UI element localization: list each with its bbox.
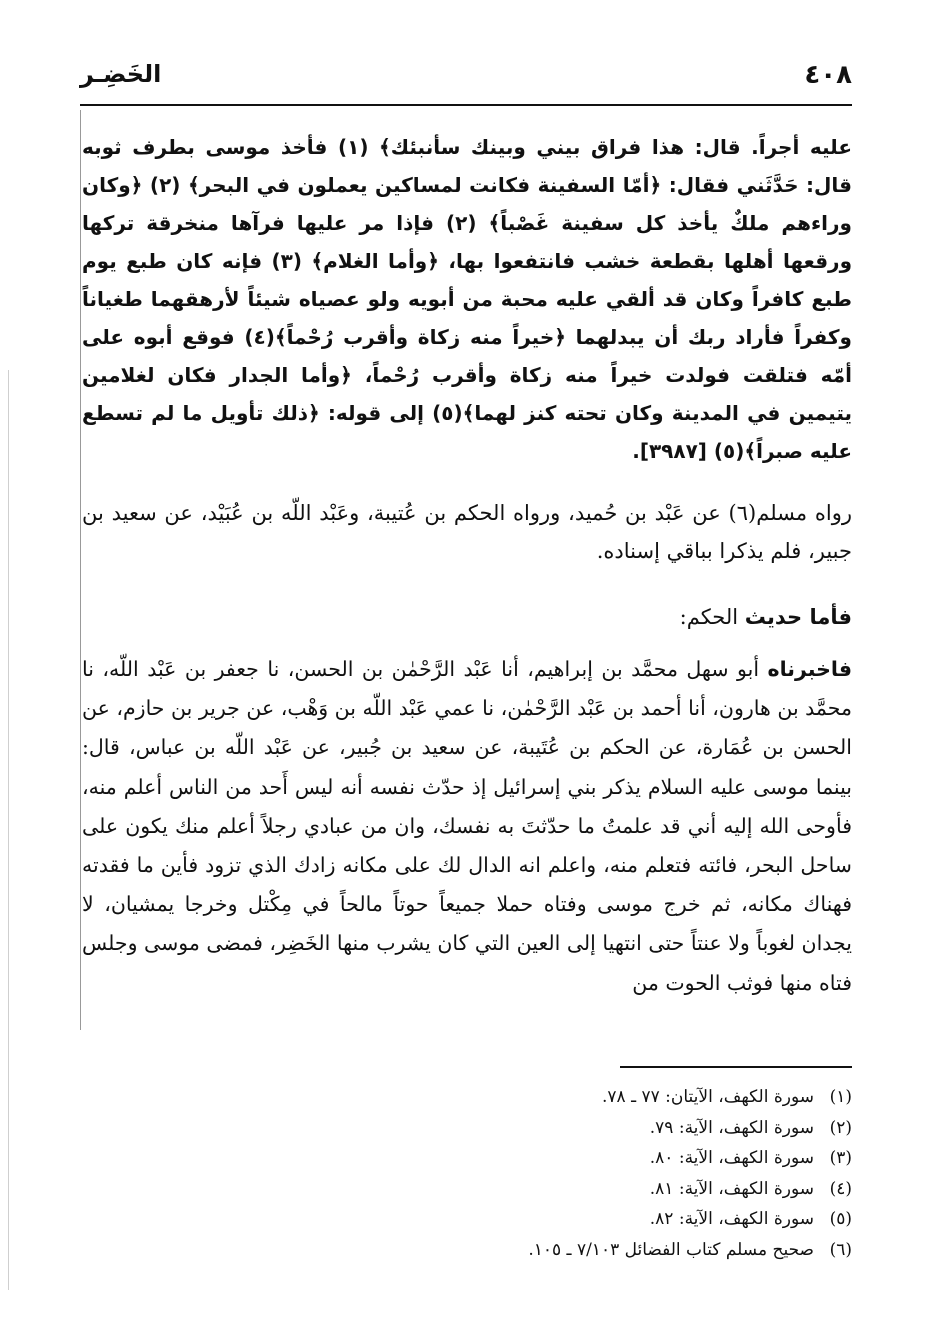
- section-heading-rest: الحكم:: [679, 605, 745, 629]
- footnote-number: (٤): [829, 1178, 852, 1199]
- footnote-rule: [620, 1066, 852, 1068]
- footnote-item: [252, 1174, 852, 1205]
- footnote-text: سورة الكهف، الآية: ٨٠.: [649, 1148, 814, 1168]
- footnote-number: (١): [829, 1087, 852, 1107]
- section-heading: [82, 598, 852, 637]
- footnote-item: [252, 1204, 852, 1235]
- header-rule: [80, 104, 852, 106]
- footnote-item: [252, 1113, 852, 1144]
- narration-text: رواه مسلم(٦) عن عَبْد بن حُميد، ورواه الحكم بن عُتيبة، وعَبْد اللّه بن عُبَيْد، عن سعيد بن جبير، فلم يذكرا بباقي إسناده.: [82, 501, 853, 563]
- main-paragraph: [82, 650, 852, 1003]
- footnote-text: سورة الكهف، الآيتان: ٧٧ ـ ٧٨.: [602, 1087, 814, 1107]
- footnote-number: (٥): [829, 1209, 852, 1229]
- footnote-number: (٣): [829, 1148, 852, 1168]
- footnote-text: سورة الكهف، الآية: ٨١.: [649, 1178, 814, 1199]
- footnote-text: صحيح مسلم كتاب الفضائل ٧/١٠٣ ـ ١٠٥.: [528, 1239, 814, 1260]
- main-paragraph-lead: فاخبرناه: [767, 657, 852, 681]
- footnote-number: (٢): [829, 1117, 852, 1138]
- footnote-item: [252, 1082, 852, 1113]
- footnote-text: سورة الكهف، الآية: ٧٩.: [649, 1117, 814, 1138]
- page-header: [80, 60, 852, 100]
- quote-block: [82, 128, 852, 470]
- footnote-number: (٦): [829, 1239, 852, 1260]
- section-heading-bold: فأما حديث: [744, 605, 852, 629]
- footnotes: [252, 1082, 852, 1265]
- footnote-item: [252, 1235, 852, 1266]
- main-paragraph-text: أبو سهل محمَّد بن إبراهيم، أنا عَبْد الرَّحْمٰن بن الحسن، نا جعفر بن عَبْد اللّه، نا محمَّد بن هارون، أنا أحمد بن عَبْد الرَّحْمٰن، نا عمي عَبْد اللّه بن وَهْب، عن جرير بن حازم، عن الحسن بن عُمَارة، عن الحكم بن عُتَيبة، عن سعيد بن جُبير، عن عَبْد اللّه بن عباس، قال: بينما موسى عليه السلام يذكر بني إسرائيل إذ حدّث نفسه أنه ليس أَحد من الناس أعلم منه، فأوحى الله إليه أني قد علمتُ ما حدّثتَ به نفسك، وان من عبادي رجلاً أعلم منك يكون على ساحل البحر، فائته فتعلم منه، واعلم انه الدال لك على مكانه زادك الذي تزود فأين ما فقدته فهناك مكانه، ثم خرج موسى وفتاه حملا جميعاً حوتاً مالحاً في مِكْتل وخرجا يمشيان، لا يجدان لغوباً ولا عنتاً حتى انتهيا إلى العين التي كان يشرب منها الخَضِر، فمضى موسى وجلس فتاه منها فوثب الحوت من: [82, 657, 852, 995]
- margin-line: [80, 110, 81, 1030]
- running-title: الخَضِـر: [80, 60, 162, 88]
- footnote-text: سورة الكهف، الآية: ٨٢.: [649, 1209, 814, 1229]
- quote-text: عليه أجراً. قال: هذا فراق بيني وبينك سأنبئك﴾ (١) فأخذ موسى بطرف ثوبه قال: حَدَّثَني فقال: ﴿أمّا السفينة فكانت لمساكين يعملون في البحر﴾ (٢) ﴿وكان وراءهم ملكٌ يأخذ كل سفينة غَصْباً﴾ (٢) فإذا مر عليها فرآها منخرقة تركها ورقعها أهلها بقطعة خشب فانتفعوا بها، ﴿وأما الغلام﴾ (٣) فإنه كان طبع يوم طبع كافراً وكان قد ألقي عليه محبة من أبويه ولو عصياه شيئاً لأرهقهما طغياناً وكفراً فأراد ربك أن يبدلهما ﴿خيراً منه زكاة وأقرب رُحْماً﴾(٤) فوقع أبوه على أمّه فتلقت فولدت خيراً منه زكاة وأقرب رُحْماً، ﴿وأما الجدار فكان لغلامين يتيمين في المدينة وكان تحته كنز لهما﴾(٥) إلى قوله: ﴿ذلك تأويل ما لم تسطع عليه صبراً﴾(٥) [٣٩٨٧].: [82, 135, 852, 463]
- footnote-item: [252, 1143, 852, 1174]
- scan-edge-line: [8, 370, 9, 1290]
- page-number: ٤٠٨: [804, 60, 852, 90]
- narration-paragraph: [82, 494, 852, 570]
